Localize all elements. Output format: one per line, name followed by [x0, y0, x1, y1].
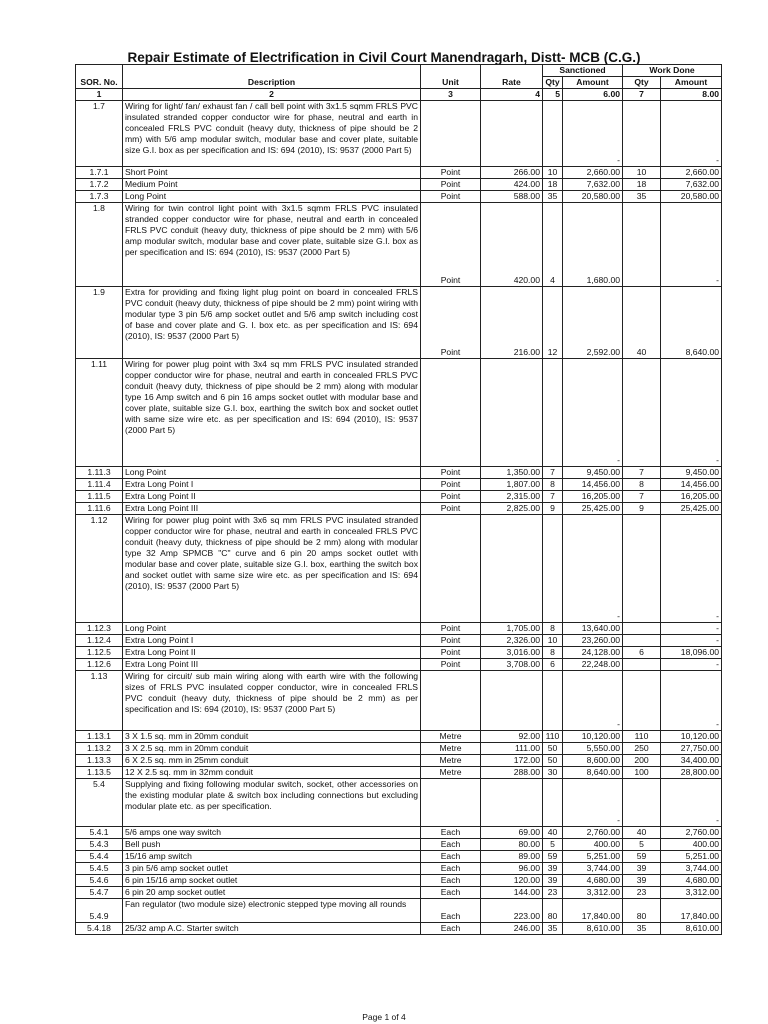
- work-done-amount-cell: 2,660.00: [661, 167, 722, 179]
- work-done-amount-cell: 18,096.00: [661, 647, 722, 659]
- sanctioned-qty-cell: 7: [543, 491, 563, 503]
- work-done-qty-cell: 10: [623, 167, 661, 179]
- work-done-qty-cell: 200: [623, 755, 661, 767]
- rate-cell: [481, 779, 543, 827]
- work-done-amount-header: Amount: [661, 77, 722, 89]
- work-done-amount-cell: 25,425.00: [661, 503, 722, 515]
- sor-cell: 1.7.3: [76, 191, 123, 203]
- description-cell: 5/6 amps one way switch: [123, 827, 421, 839]
- work-done-qty-cell: 35: [623, 191, 661, 203]
- sor-cell: 1.13: [76, 671, 123, 731]
- work-done-qty-cell: 23: [623, 887, 661, 899]
- unit-cell: Point: [421, 647, 481, 659]
- sor-cell: 1.11.6: [76, 503, 123, 515]
- description-cell: Extra Long Point II: [123, 647, 421, 659]
- sor-cell: 1.12.4: [76, 635, 123, 647]
- sor-cell: 1.12.6: [76, 659, 123, 671]
- sor-cell: 1.11.4: [76, 479, 123, 491]
- work-done-qty-cell: 8: [623, 479, 661, 491]
- sanctioned-amount-cell: 20,580.00: [563, 191, 623, 203]
- sor-cell: 1.8: [76, 203, 123, 287]
- rate-cell: 3,016.00: [481, 647, 543, 659]
- sanctioned-amount-cell: 2,760.00: [563, 827, 623, 839]
- work-done-qty-cell: 9: [623, 503, 661, 515]
- table-row: [76, 755, 722, 767]
- rate-cell: 92.00: [481, 731, 543, 743]
- unit-cell: Each: [421, 863, 481, 875]
- sanctioned-amount-cell: -: [563, 359, 623, 467]
- work-done-qty-cell: 7: [623, 491, 661, 503]
- unit-cell: Point: [421, 635, 481, 647]
- work-done-amount-cell: -: [661, 623, 722, 635]
- description-cell: Long Point: [123, 623, 421, 635]
- work-done-amount-cell: 2,760.00: [661, 827, 722, 839]
- work-done-amount-cell: 28,800.00: [661, 767, 722, 779]
- sor-cell: 1.13.1: [76, 731, 123, 743]
- work-done-amount-cell: 3,312.00: [661, 887, 722, 899]
- unit-cell: Metre: [421, 731, 481, 743]
- rate-cell: 2,825.00: [481, 503, 543, 515]
- work-done-amount-cell: 4,680.00: [661, 875, 722, 887]
- unit-cell: Each: [421, 887, 481, 899]
- index-cell: 7: [623, 89, 661, 101]
- sanctioned-amount-cell: 22,248.00: [563, 659, 623, 671]
- sanctioned-amount-cell: -: [563, 515, 623, 623]
- table-row: [76, 887, 722, 899]
- work-done-qty-cell: 6: [623, 647, 661, 659]
- work-done-amount-cell: 7,632.00: [661, 179, 722, 191]
- description-cell: Extra Long Point III: [123, 503, 421, 515]
- sanctioned-qty-cell: 80: [543, 899, 563, 923]
- sanctioned-qty-cell: [543, 671, 563, 731]
- sanctioned-amount-cell: 5,251.00: [563, 851, 623, 863]
- sor-cell: 5.4.18: [76, 923, 123, 935]
- work-done-qty-cell: [623, 779, 661, 827]
- description-cell: Long Point: [123, 467, 421, 479]
- work-done-qty-cell: 5: [623, 839, 661, 851]
- sanctioned-qty-cell: 5: [543, 839, 563, 851]
- description-header: Description: [123, 65, 421, 89]
- sanctioned-amount-cell: 1,680.00: [563, 203, 623, 287]
- sanctioned-amount-cell: -: [563, 671, 623, 731]
- rate-cell: 424.00: [481, 179, 543, 191]
- unit-cell: Point: [421, 503, 481, 515]
- table-row: [76, 767, 722, 779]
- index-cell: 8.00: [661, 89, 722, 101]
- index-row: [76, 89, 722, 101]
- work-done-qty-cell: 40: [623, 287, 661, 359]
- sanctioned-qty-cell: [543, 101, 563, 167]
- sanctioned-amount-cell: 2,592.00: [563, 287, 623, 359]
- table-row: [76, 743, 722, 755]
- table-row: [76, 779, 722, 827]
- sanctioned-qty-cell: 8: [543, 479, 563, 491]
- sanctioned-qty-cell: 35: [543, 923, 563, 935]
- description-cell: Extra for providing and fixing light plug point on board in concealed FRLS PVC conduit (heavy duty, thickness of pipe should be 2 mm) point wiring with modular type 3 pin 5/6 amp socket outlet and 5/6 amp switch including cost of base and cover plate and G. I. box etc. as per specification and IS: 694 (2010), IS: 9537 (2000 Part 5): [123, 287, 421, 359]
- rate-cell: 588.00: [481, 191, 543, 203]
- work-done-amount-cell: -: [661, 779, 722, 827]
- work-done-qty-cell: [623, 671, 661, 731]
- work-done-amount-cell: 16,205.00: [661, 491, 722, 503]
- sanctioned-amount-cell: 8,600.00: [563, 755, 623, 767]
- unit-cell: Each: [421, 827, 481, 839]
- table-row: [76, 623, 722, 635]
- sanctioned-qty-cell: 110: [543, 731, 563, 743]
- sanctioned-qty-cell: [543, 515, 563, 623]
- table-row: [76, 647, 722, 659]
- sor-cell: 1.7.1: [76, 167, 123, 179]
- sanctioned-amount-cell: 5,550.00: [563, 743, 623, 755]
- sanctioned-qty-cell: 6: [543, 659, 563, 671]
- description-cell: 3 X 2.5 sq. mm in 20mm conduit: [123, 743, 421, 755]
- sanctioned-amount-cell: 16,205.00: [563, 491, 623, 503]
- sanctioned-amount-header: Amount: [563, 77, 623, 89]
- unit-cell: Point: [421, 167, 481, 179]
- sanctioned-qty-cell: 8: [543, 647, 563, 659]
- rate-cell: 246.00: [481, 923, 543, 935]
- rate-cell: 1,350.00: [481, 467, 543, 479]
- table-row: [76, 671, 722, 731]
- sanctioned-amount-cell: 400.00: [563, 839, 623, 851]
- sanctioned-amount-cell: 24,128.00: [563, 647, 623, 659]
- work-done-qty-cell: 39: [623, 863, 661, 875]
- rate-cell: 3,708.00: [481, 659, 543, 671]
- sanctioned-header: Sanctioned: [543, 65, 623, 77]
- unit-cell: Metre: [421, 755, 481, 767]
- description-cell: 12 X 2.5 sq. mm in 32mm conduit: [123, 767, 421, 779]
- index-cell: 2: [123, 89, 421, 101]
- rate-cell: [481, 359, 543, 467]
- work-done-amount-cell: -: [661, 671, 722, 731]
- description-cell: 6 pin 20 amp socket outlet: [123, 887, 421, 899]
- unit-cell: Each: [421, 875, 481, 887]
- work-done-qty-cell: 80: [623, 899, 661, 923]
- unit-cell: Point: [421, 659, 481, 671]
- work-done-qty-cell: 7: [623, 467, 661, 479]
- sanctioned-qty-cell: [543, 359, 563, 467]
- sanctioned-amount-cell: 4,680.00: [563, 875, 623, 887]
- work-done-qty-cell: [623, 359, 661, 467]
- sor-cell: 5.4.5: [76, 863, 123, 875]
- index-cell: 1: [76, 89, 123, 101]
- sanctioned-qty-cell: 12: [543, 287, 563, 359]
- description-cell: Extra Long Point I: [123, 479, 421, 491]
- rate-cell: 288.00: [481, 767, 543, 779]
- work-done-qty-cell: 18: [623, 179, 661, 191]
- sor-cell: 1.12: [76, 515, 123, 623]
- description-cell: 25/32 amp A.C. Starter switch: [123, 923, 421, 935]
- sanctioned-qty-cell: 35: [543, 191, 563, 203]
- sanctioned-qty-cell: 9: [543, 503, 563, 515]
- description-cell: Supplying and fixing following modular switch, socket, other accessories on the existing modular plate & switch box including connections but excluding modular plate etc. as per specification.: [123, 779, 421, 827]
- index-cell: 5: [543, 89, 563, 101]
- work-done-amount-cell: -: [661, 515, 722, 623]
- work-done-amount-cell: -: [661, 659, 722, 671]
- sor-cell: 5.4.3: [76, 839, 123, 851]
- rate-cell: 2,326.00: [481, 635, 543, 647]
- work-done-amount-cell: -: [661, 359, 722, 467]
- unit-cell: Point: [421, 287, 481, 359]
- sanctioned-qty-cell: 4: [543, 203, 563, 287]
- table-row: [76, 503, 722, 515]
- sor-header: SOR. No.: [76, 65, 123, 89]
- unit-cell: Each: [421, 923, 481, 935]
- work-done-amount-cell: -: [661, 203, 722, 287]
- rate-cell: 89.00: [481, 851, 543, 863]
- rate-cell: 216.00: [481, 287, 543, 359]
- sanctioned-qty-cell: 40: [543, 827, 563, 839]
- sor-cell: 5.4.9: [76, 899, 123, 923]
- table-row: [76, 287, 722, 359]
- work-done-qty-cell: 59: [623, 851, 661, 863]
- work-done-amount-cell: 3,744.00: [661, 863, 722, 875]
- table-row: [76, 635, 722, 647]
- unit-cell: Point: [421, 179, 481, 191]
- description-cell: Wiring for power plug point with 3x6 sq mm FRLS PVC insulated stranded copper conductor wire for phase, neutral and earth in concealed FRLS PVC conduit (heavy duty, thickness of pipe should be 2 mm) along with modular type 32 Amp SPMCB "C" curve and 6 pin 20 amps socket outlet with modular base and cover plate, suitable size G.I. box, earthing the switch box and socket outlet with same size wire etc. as per specification and IS: 694 (2010), IS: 9537 (2000 Part 5): [123, 515, 421, 623]
- index-cell: 6.00: [563, 89, 623, 101]
- table-row: [76, 899, 722, 923]
- sor-cell: 1.13.3: [76, 755, 123, 767]
- unit-cell: Point: [421, 467, 481, 479]
- sor-cell: 5.4.6: [76, 875, 123, 887]
- sor-cell: 5.4.1: [76, 827, 123, 839]
- sor-cell: 1.7: [76, 101, 123, 167]
- sanctioned-qty-cell: 39: [543, 875, 563, 887]
- rate-cell: 420.00: [481, 203, 543, 287]
- table-row: [76, 359, 722, 467]
- work-done-amount-cell: 5,251.00: [661, 851, 722, 863]
- table-row: [76, 491, 722, 503]
- rate-cell: 223.00: [481, 899, 543, 923]
- sanctioned-qty-cell: 8: [543, 623, 563, 635]
- sanctioned-qty-cell: 10: [543, 167, 563, 179]
- unit-cell: Point: [421, 491, 481, 503]
- rate-cell: 1,705.00: [481, 623, 543, 635]
- sanctioned-amount-cell: 3,744.00: [563, 863, 623, 875]
- rate-cell: 96.00: [481, 863, 543, 875]
- table-row: [76, 167, 722, 179]
- work-done-qty-cell: 35: [623, 923, 661, 935]
- sanctioned-amount-cell: 10,120.00: [563, 731, 623, 743]
- sor-cell: 5.4.7: [76, 887, 123, 899]
- description-cell: Wiring for circuit/ sub main wiring along with earth wire with the following sizes of FRLS PVC insulated copper conductor, wire in concealed FRLS PVC conduit (heavy duty, thickness of pipe should be 2 mm) as per specification and IS: 694 (2010), IS: 9537 (2000 Part 5): [123, 671, 421, 731]
- description-cell: 6 pin 15/16 amp socket outlet: [123, 875, 421, 887]
- sor-cell: 1.11.3: [76, 467, 123, 479]
- sanctioned-amount-cell: 9,450.00: [563, 467, 623, 479]
- rate-cell: [481, 671, 543, 731]
- table-row: [76, 191, 722, 203]
- description-cell: Extra Long Point III: [123, 659, 421, 671]
- table-row: [76, 923, 722, 935]
- unit-cell: Metre: [421, 743, 481, 755]
- sanctioned-qty-cell: 10: [543, 635, 563, 647]
- sanctioned-amount-cell: 8,640.00: [563, 767, 623, 779]
- work-done-qty-cell: [623, 635, 661, 647]
- page-number: Page 1 of 4: [362, 1012, 406, 1022]
- table-row: [76, 863, 722, 875]
- sanctioned-amount-cell: 13,640.00: [563, 623, 623, 635]
- description-cell: Short Point: [123, 167, 421, 179]
- description-cell: Extra Long Point II: [123, 491, 421, 503]
- work-done-amount-cell: 8,640.00: [661, 287, 722, 359]
- table-row: [76, 875, 722, 887]
- work-done-amount-cell: -: [661, 635, 722, 647]
- unit-cell: Each: [421, 899, 481, 923]
- unit-cell: Each: [421, 839, 481, 851]
- unit-cell: [421, 779, 481, 827]
- table-row: [76, 839, 722, 851]
- sanctioned-amount-cell: 17,840.00: [563, 899, 623, 923]
- sanctioned-amount-cell: 14,456.00: [563, 479, 623, 491]
- work-done-qty-cell: 39: [623, 875, 661, 887]
- table-row: [76, 467, 722, 479]
- sanctioned-amount-cell: 8,610.00: [563, 923, 623, 935]
- unit-cell: Point: [421, 191, 481, 203]
- sor-cell: 1.13.2: [76, 743, 123, 755]
- description-cell: Fan regulator (two module size) electronic stepped type moving all rounds: [123, 899, 421, 923]
- sanctioned-amount-cell: 25,425.00: [563, 503, 623, 515]
- sanctioned-amount-cell: 2,660.00: [563, 167, 623, 179]
- rate-cell: 266.00: [481, 167, 543, 179]
- work-done-qty-cell: 250: [623, 743, 661, 755]
- rate-header: Rate: [481, 65, 543, 89]
- work-done-amount-cell: 27,750.00: [661, 743, 722, 755]
- work-done-qty-cell: [623, 203, 661, 287]
- sor-cell: 5.4.4: [76, 851, 123, 863]
- sor-cell: 1.12.3: [76, 623, 123, 635]
- estimate-table: [75, 64, 722, 935]
- table-row: [76, 179, 722, 191]
- table-body: [76, 89, 722, 935]
- unit-cell: [421, 101, 481, 167]
- description-cell: Wiring for light/ fan/ exhaust fan / call bell point with 3x1.5 sqmm FRLS PVC insulated stranded copper conductor wire for phase, neutral and earth in concealed FRLS PVC conduit (heavy duty, thickness of pipe should be 2 mm) with 5/6 amp modular switch, modular base and cover plate, suitable size G.I. box as per specification and IS: 694 (2010), IS: 9537 (2000 Part 5): [123, 101, 421, 167]
- description-cell: Wiring for power plug point with 3x4 sq mm FRLS PVC insulated stranded copper conductor wire for phase, neutral and earth in concealed FRLS PVC conduit (heavy duty, thickness of pipe should be 2 mm) along with modular type 16 Amp switch and 6 pin 16 amps socket outlet with modular base and cover plate, suitable size G.I. box, earthing the switch box and socket outlet with same size wire etc. as per specification and IS: 694 (2010), IS: 9537 (2000 Part 5): [123, 359, 421, 467]
- table-row: [76, 851, 722, 863]
- description-cell: Medium Point: [123, 179, 421, 191]
- description-cell: 3 X 1.5 sq. mm in 20mm conduit: [123, 731, 421, 743]
- work-done-qty-cell: [623, 101, 661, 167]
- description-cell: Wiring for twin control light point with 3x1.5 sqmm FRLS PVC insulated stranded copper conductor wire for phase, neutral and earth in concealed FRLS PVC conduit (heavy duty, thickness of pipe should be 2 mm) with 5/6 amp modular switch, modular base and cover plate, suitable size G.I. box as per specification and IS: 694 (2010), IS: 9537 (2000 Part 5): [123, 203, 421, 287]
- rate-cell: 80.00: [481, 839, 543, 851]
- description-cell: 15/16 amp switch: [123, 851, 421, 863]
- sor-cell: 5.4: [76, 779, 123, 827]
- sanctioned-amount-cell: 3,312.00: [563, 887, 623, 899]
- table-row: [76, 827, 722, 839]
- description-cell: Extra Long Point I: [123, 635, 421, 647]
- work-done-qty-cell: 110: [623, 731, 661, 743]
- sanctioned-qty-cell: 39: [543, 863, 563, 875]
- sor-cell: 1.13.5: [76, 767, 123, 779]
- description-cell: 6 X 2.5 sq. mm in 25mm conduit: [123, 755, 421, 767]
- work-done-amount-cell: 8,610.00: [661, 923, 722, 935]
- rate-cell: 120.00: [481, 875, 543, 887]
- rate-cell: 2,315.00: [481, 491, 543, 503]
- work-done-qty-cell: 100: [623, 767, 661, 779]
- work-done-qty-cell: [623, 515, 661, 623]
- table-row: [76, 515, 722, 623]
- sanctioned-qty-cell: 7: [543, 467, 563, 479]
- work-done-qty-cell: [623, 623, 661, 635]
- unit-cell: [421, 515, 481, 623]
- table-row: [76, 203, 722, 287]
- sanctioned-qty-header: Qty: [543, 77, 563, 89]
- work-done-amount-cell: 34,400.00: [661, 755, 722, 767]
- rate-cell: 1,807.00: [481, 479, 543, 491]
- rate-cell: [481, 515, 543, 623]
- rate-cell: 69.00: [481, 827, 543, 839]
- table-row: [76, 659, 722, 671]
- sor-cell: 1.7.2: [76, 179, 123, 191]
- index-cell: 3: [421, 89, 481, 101]
- description-cell: 3 pin 5/6 amp socket outlet: [123, 863, 421, 875]
- work-done-amount-cell: -: [661, 101, 722, 167]
- page-title: Repair Estimate of Electrification in Civil Court Manendragarh, Distt- MCB (C.G.): [127, 50, 641, 65]
- rate-cell: [481, 101, 543, 167]
- unit-cell: Point: [421, 623, 481, 635]
- sor-cell: 1.12.5: [76, 647, 123, 659]
- work-done-amount-cell: 20,580.00: [661, 191, 722, 203]
- rate-cell: 144.00: [481, 887, 543, 899]
- rate-cell: 111.00: [481, 743, 543, 755]
- sor-cell: 1.9: [76, 287, 123, 359]
- rate-cell: 172.00: [481, 755, 543, 767]
- work-done-amount-cell: 17,840.00: [661, 899, 722, 923]
- sanctioned-qty-cell: 50: [543, 755, 563, 767]
- work-done-amount-cell: 10,120.00: [661, 731, 722, 743]
- unit-cell: Each: [421, 851, 481, 863]
- sor-cell: 1.11.5: [76, 491, 123, 503]
- description-cell: Bell push: [123, 839, 421, 851]
- description-cell: Long Point: [123, 191, 421, 203]
- sanctioned-qty-cell: 30: [543, 767, 563, 779]
- unit-cell: [421, 359, 481, 467]
- unit-cell: Point: [421, 479, 481, 491]
- sanctioned-amount-cell: -: [563, 101, 623, 167]
- sanctioned-qty-cell: 50: [543, 743, 563, 755]
- sanctioned-qty-cell: 18: [543, 179, 563, 191]
- work-done-amount-cell: 14,456.00: [661, 479, 722, 491]
- work-done-qty-cell: 40: [623, 827, 661, 839]
- sanctioned-qty-cell: [543, 779, 563, 827]
- sanctioned-qty-cell: 59: [543, 851, 563, 863]
- index-cell: 4: [481, 89, 543, 101]
- sanctioned-amount-cell: -: [563, 779, 623, 827]
- sanctioned-amount-cell: 23,260.00: [563, 635, 623, 647]
- header-row: [76, 65, 722, 77]
- work-done-amount-cell: 400.00: [661, 839, 722, 851]
- work-done-qty-cell: [623, 659, 661, 671]
- sanctioned-qty-cell: 23: [543, 887, 563, 899]
- unit-cell: [421, 671, 481, 731]
- work-done-header: Work Done: [623, 65, 722, 77]
- table-row: [76, 479, 722, 491]
- work-done-qty-header: Qty: [623, 77, 661, 89]
- table-row: [76, 101, 722, 167]
- sor-cell: 1.11: [76, 359, 123, 467]
- unit-cell: Metre: [421, 767, 481, 779]
- table-row: [76, 731, 722, 743]
- unit-header: Unit: [421, 65, 481, 89]
- sanctioned-amount-cell: 7,632.00: [563, 179, 623, 191]
- work-done-amount-cell: 9,450.00: [661, 467, 722, 479]
- unit-cell: Point: [421, 203, 481, 287]
